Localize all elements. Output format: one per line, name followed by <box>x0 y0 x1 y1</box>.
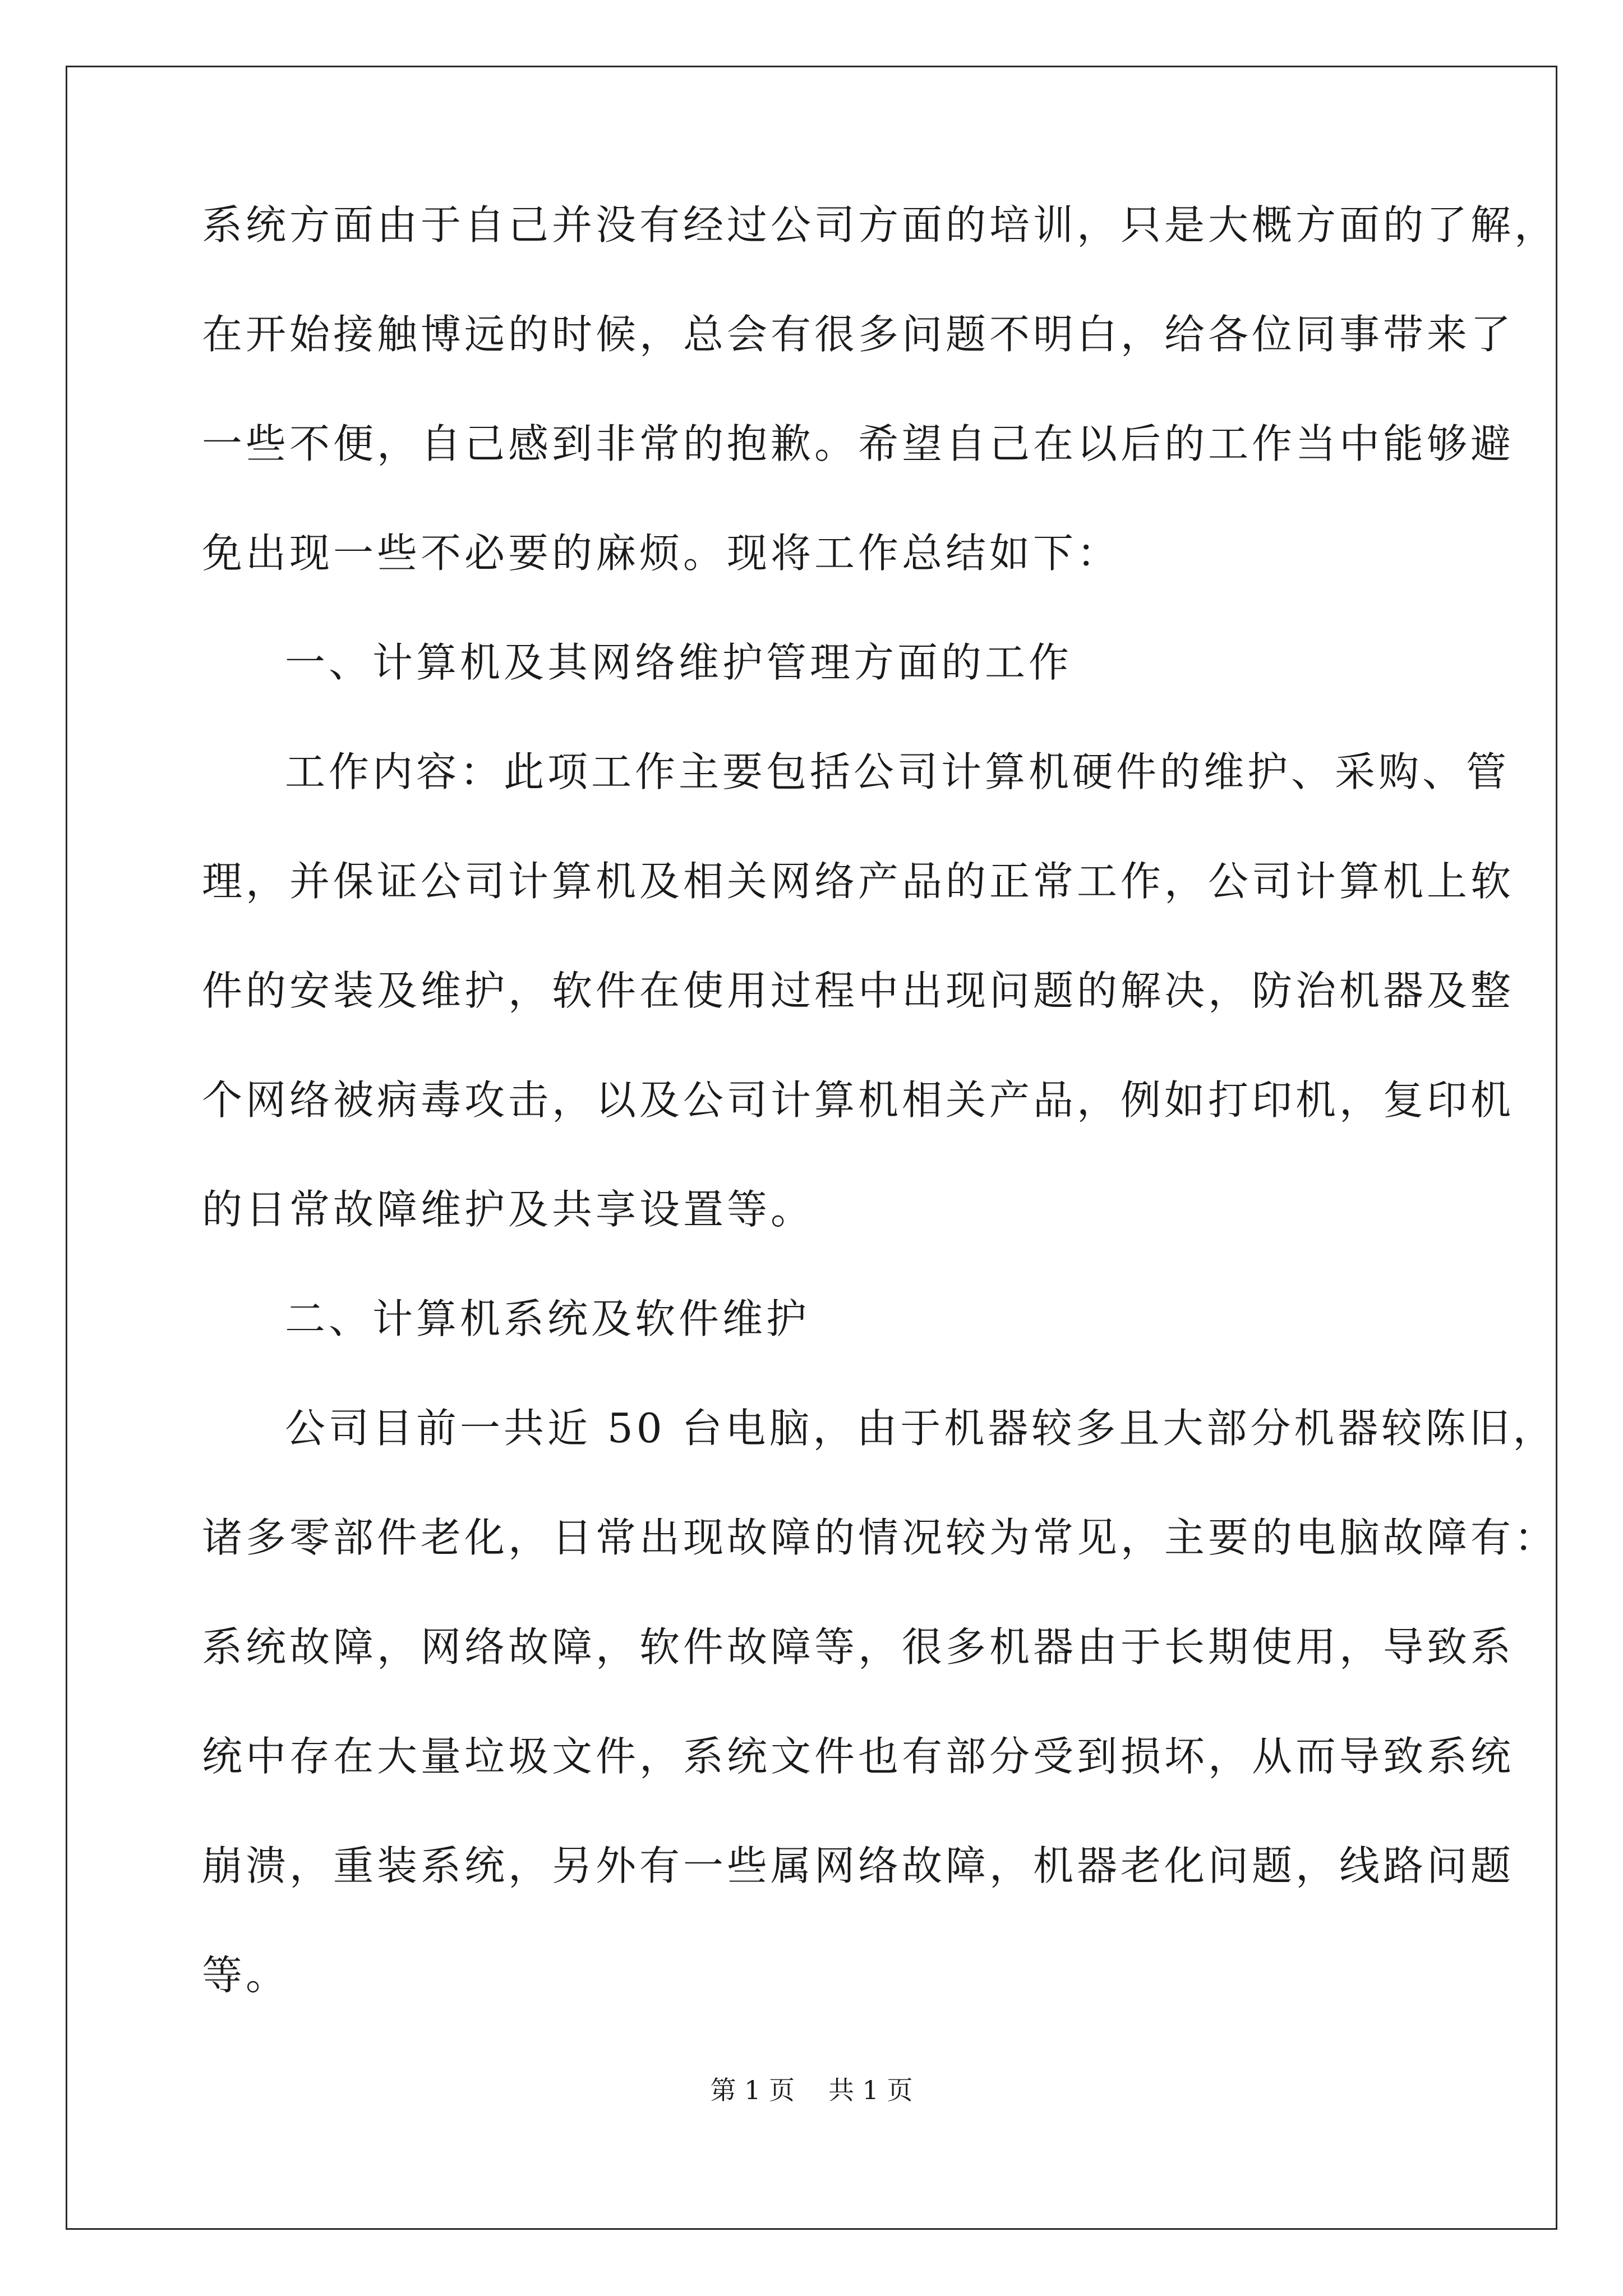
page-number: 第 1 页 <box>710 2075 795 2105</box>
section-heading: 二、计算机系统及软件维护 <box>285 1295 810 1342</box>
text-line: 等。 <box>202 1952 290 1999</box>
text-line: 个网络被病毒攻击，以及公司计算机相关产品，例如打印机，复印机 <box>202 1076 1515 1124</box>
page-footer <box>0 2077 1623 2103</box>
text-line: 件的安装及维护，软件在使用过程中出现问题的解决，防治机器及整 <box>202 967 1515 1014</box>
text-line: 统中存在大量垃圾文件，系统文件也有部分受到损坏，从而导致系统 <box>202 1733 1515 1780</box>
text-line: 工作内容：此项工作主要包括公司计算机硬件的维护、采购、管 <box>285 748 1510 795</box>
page-total: 共 1 页 <box>828 2075 913 2105</box>
text-line: 一些不便，自己感到非常的抱歉。希望自己在以后的工作当中能够避 <box>202 420 1515 467</box>
text-line: 的日常故障维护及共享设置等。 <box>202 1186 815 1233</box>
text-line: 诸多零部件老化，日常出现故障的情况较为常见，主要的电脑故障有： <box>202 1514 1559 1561</box>
text-line: 理，并保证公司计算机及相关网络产品的正常工作，公司计算机上软 <box>202 858 1515 905</box>
document-body <box>202 201 1559 2064</box>
text-line: 免出现一些不必要的麻烦。现将工作总结如下： <box>202 530 1121 577</box>
section-heading: 一、计算机及其网络维护管理方面的工作 <box>285 639 1073 686</box>
text-line: 系统方面由于自己并没有经过公司方面的培训，只是大概方面的了解， <box>202 201 1559 249</box>
text-line: 系统故障，网络故障，软件故障等，很多机器由于长期使用，导致系 <box>202 1623 1515 1671</box>
text-line: 崩溃，重装系统，另外有一些属网络故障，机器老化问题，线路问题 <box>202 1842 1515 1889</box>
text-line: 在开始接触博远的时候，总会有很多问题不明白，给各位同事带来了 <box>202 311 1515 358</box>
text-line: 公司目前一共近 50 台电脑，由于机器较多且大部分机器较陈旧， <box>285 1405 1557 1452</box>
